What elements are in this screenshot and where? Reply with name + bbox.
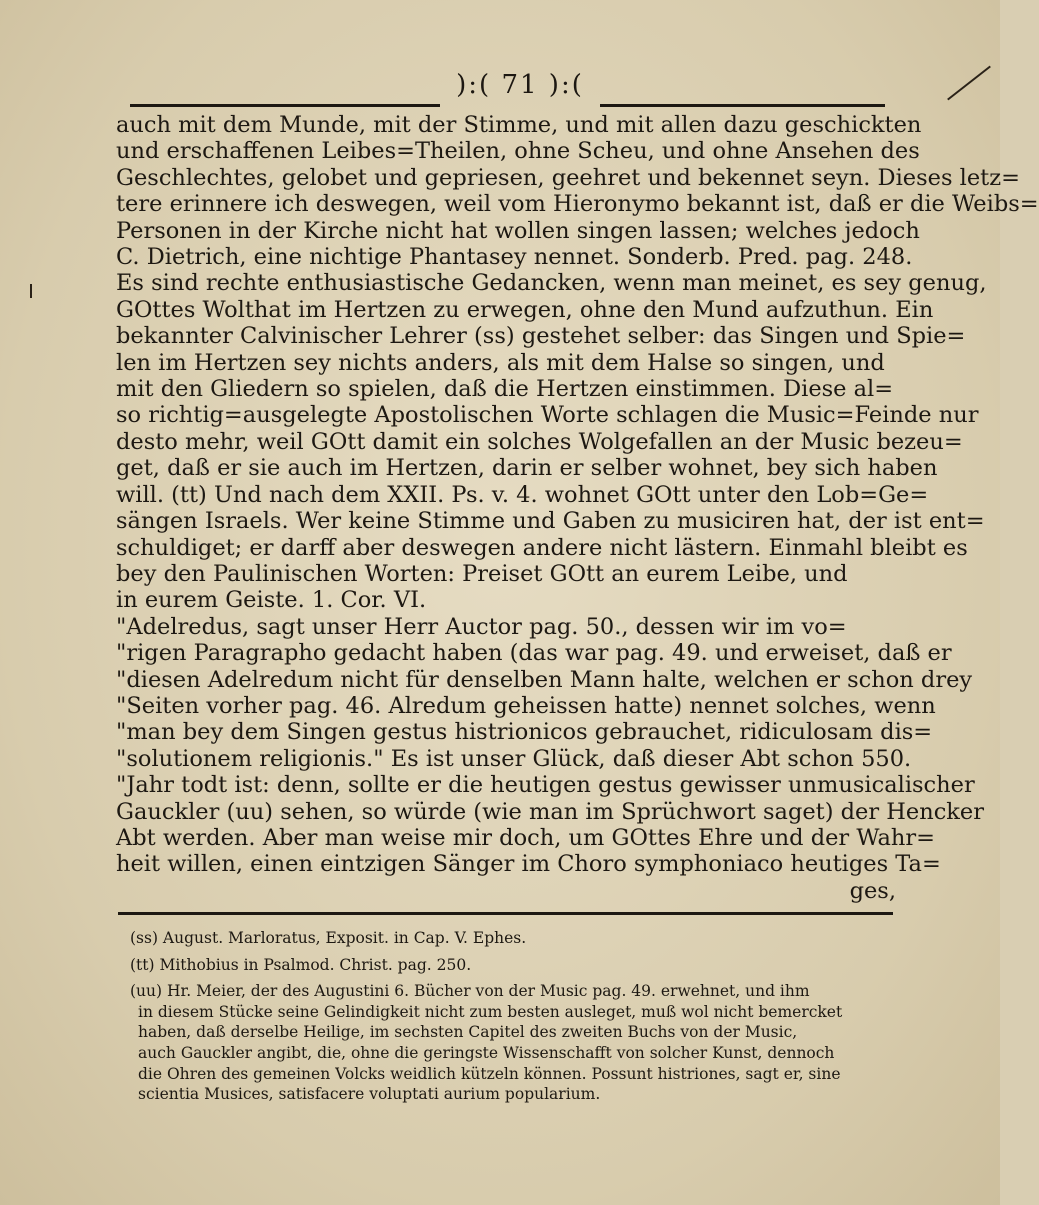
text-line: "Jahr todt ist: denn, sollte er die heutigen gestus gewisser unmusicalischer <box>116 772 975 799</box>
footnote-line: auch Gauckler angibt, die, ohne die geringste Wissenschafft von solcher Kunst, dennoch <box>138 1043 835 1062</box>
text-line: "man bey dem Singen gestus histrionicos gebrauchet, ridiculosam dis= <box>116 719 933 746</box>
text-line: "Seiten vorher pag. 46. Alredum geheissen hatte) nennet solches, wenn <box>116 692 936 719</box>
footnote-line: scientia Musices, satisfacere voluptati aurium popularium. <box>138 1085 601 1104</box>
footnote <box>130 955 890 976</box>
footnote <box>130 981 890 1105</box>
text-line: ges, <box>849 877 896 904</box>
text-line: heit willen, einen eintzigen Sänger im Choro symphoniaco heutiges Ta= <box>116 851 941 878</box>
text-line: will. (tt) Und nach dem XXII. Ps. v. 4. wohnet GOtt unter den Lob=Ge= <box>116 481 929 508</box>
text-line: Gauckler (uu) sehen, so würde (wie man im Sprüchwort saget) der Hencker <box>116 798 985 825</box>
footnote-line: die Ohren des gemeinen Volcks weidlich kützeln können. Possunt histriones, sagt er, sine <box>138 1064 841 1083</box>
margin-ink-mark <box>947 66 991 101</box>
text-line: tere erinnere ich deswegen, weil vom Hieronymo bekannt ist, daß er die Weibs= <box>116 191 1039 218</box>
page-header <box>130 68 885 108</box>
footnote-line: (uu) Hr. Meier, der des Augustini 6. Bücher von der Music pag. 49. erwehnet, und ihm <box>130 982 810 1001</box>
text-line: so richtig=ausgelegte Apostolischen Worte schlagen die Music=Feinde nur <box>116 402 979 429</box>
text-line: Es sind rechte enthusiastische Gedancken, wenn man meinet, es sey genug, <box>116 270 987 297</box>
footnote-rule <box>118 912 893 915</box>
text-line: bey den Paulinischen Worten: Preiset GOtt an eurem Leibe, und <box>116 560 848 587</box>
footnote-line: haben, daß derselbe Heilige, im sechsten Capitel des zweiten Buchs von der Music, <box>138 1023 798 1042</box>
text-line: len im Hertzen sey nichts anders, als mit dem Halse so singen, und <box>116 349 885 376</box>
text-line: "diesen Adelredum nicht für denselben Mann halte, welchen er schon drey <box>116 666 973 693</box>
footnote <box>130 928 890 949</box>
text-line: "Adelredus, sagt unser Herr Auctor pag. 50., dessen wir im vo= <box>116 613 847 640</box>
text-line: GOttes Wolthat im Hertzen zu erwegen, ohne den Mund aufzuthun. Ein <box>116 296 934 323</box>
main-text <box>116 112 1039 904</box>
text-line: C. Dietrich, eine nichtige Phantasey nennet. Sonderb. Pred. pag. 248. <box>116 244 913 271</box>
footnote-line: (tt) Mithobius in Psalmod. Christ. pag. 250. <box>130 955 472 974</box>
text-line: Abt werden. Aber man weise mir doch, um GOttes Ehre und der Wahr= <box>116 824 936 851</box>
text-line: auch mit dem Munde, mit der Stimme, und mit allen dazu geschickten <box>116 112 922 138</box>
text-line: mit den Gliedern so spielen, daß die Hertzen einstimmen. Diese al= <box>116 376 894 403</box>
text-line: bekannter Calvinischer Lehrer (ss) gestehet selber: das Singen und Spie= <box>116 323 966 350</box>
header-rule-right <box>600 104 885 107</box>
footnote-line: (ss) August. Marloratus, Exposit. in Cap. V. Ephes. <box>130 929 527 947</box>
header-rule-left <box>130 104 440 107</box>
text-line: Personen in der Kirche nicht hat wollen singen lassen; welches jedoch <box>116 217 920 244</box>
margin-ink-mark <box>30 284 32 298</box>
text-line: schuldiget; er darff aber deswegen andere nicht lästern. Einmahl bleibt es <box>116 534 968 561</box>
footnote-line: in diesem Stücke seine Gelindigkeit nicht zum besten ausleget, muß wol nicht bemercket <box>138 1002 843 1021</box>
text-line: "solutionem religionis." Es ist unser Glück, daß dieser Abt schon 550. <box>116 745 912 772</box>
text-line: get, daß er sie auch im Hertzen, darin er selber wohnet, bey sich haben <box>116 455 938 482</box>
text-line: in eurem Geiste. 1. Cor. VI. <box>116 587 427 614</box>
page-number: ):( 71 ):( <box>456 70 584 100</box>
text-line: desto mehr, weil GOtt damit ein solches Wolgefallen an der Music bezeu= <box>116 428 963 455</box>
footnotes <box>130 928 890 1105</box>
text-line: sängen Israels. Wer keine Stimme und Gaben zu musiciren hat, der ist ent= <box>116 508 985 535</box>
text-line: Geschlechtes, gelobet und gepriesen, geehret und bekennet seyn. Dieses letz= <box>116 164 1020 191</box>
text-line: "rigen Paragrapho gedacht haben (das war pag. 49. und erweiset, daß er <box>116 640 952 667</box>
text-line: und erschaffenen Leibes=Theilen, ohne Scheu, und ohne Ansehen des <box>116 138 920 165</box>
